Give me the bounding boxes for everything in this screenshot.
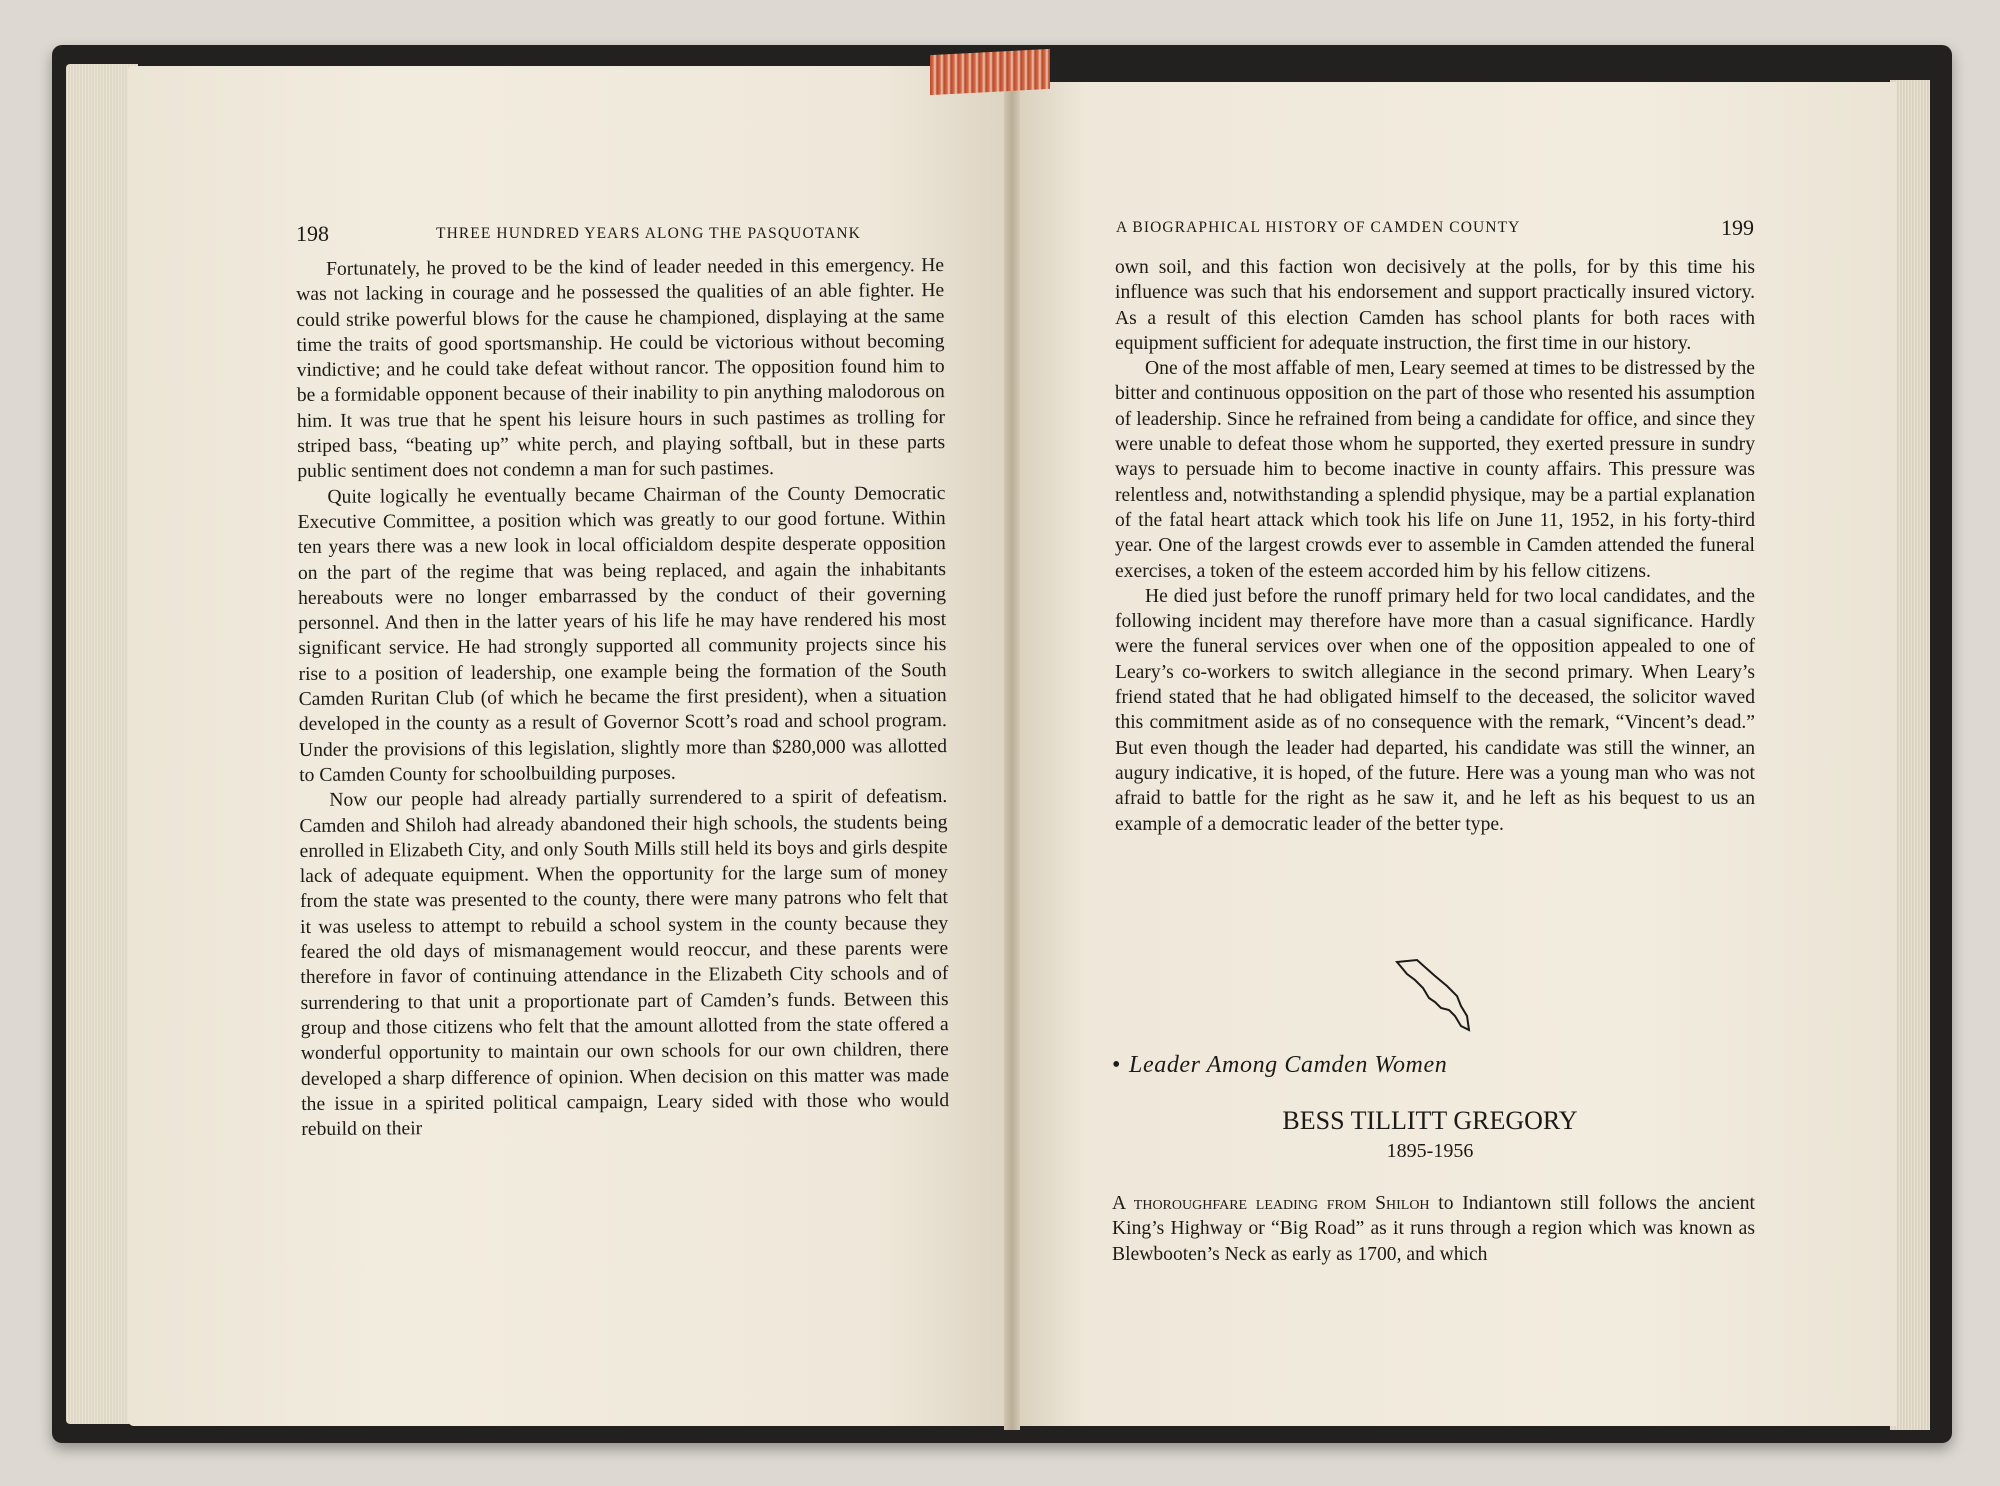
paragraph: One of the most affable of men, Leary seemed at times to be distressed by the bitter and continuous opposition on the part of those who resented his assumption of leadership. Since he refrained from being a candidate for office, and since they were unable to defeat those whom he supported, they exerted pressure in sundry ways to persuade him to become inactive in county affairs. This pressure was relentless and, notwithstanding a splendid physique, may be a partial explanation of the fatal heart attack which took his life on June 11, 1952, in his forty-third year. One of the largest crowds ever to assemble in Camden attended the funeral exercises, a token of the esteem accorded him by his fellow citizens. — [1115, 358, 1755, 582]
right-page-number: 199 — [1721, 215, 1754, 240]
county-map-ornament — [1395, 958, 1475, 1034]
left-page-body — [296, 253, 949, 1142]
right-page-body — [1115, 255, 1755, 837]
headband — [930, 49, 1050, 95]
section-bullet: • — [1112, 1052, 1122, 1078]
biography-lead-in: A thoroughfare leading from Shiloh — [1112, 1193, 1430, 1214]
biography-name: BESS TILLITT GREGORY — [1282, 1106, 1578, 1135]
biography-opening — [1112, 1191, 1755, 1267]
book-gutter — [1004, 70, 1020, 1430]
paragraph: Fortunately, he proved to be the kind of leader needed in this emergency. He was not lacking in courage and he possessed the qualities of an able fighter. He could strike powerful blows for the cause he championed, displaying at the same time the traits of good sportsmanship. He could be victorious without becoming vindictive; and he could take defeat without rancor. The opposition found him to be a formidable opponent because of their inability to pin anything malodorous on him. It was true that he spent his leisure hours in such pastimes as trolling for striped bass, “beating up” white perch, and playing softball, but in these parts public sentiment does not condemn a man for such pastimes. — [296, 255, 946, 483]
right-running-head: A BIOGRAPHICAL HISTORY OF CAMDEN COUNTY — [1116, 219, 1521, 236]
biography-text: to Indiantown still follows the ancient King’s Highway or “Big Road” as it runs through a region which was known as Blewbooten’s Neck as early as 1700, and which — [1112, 1193, 1755, 1265]
section-title-text: Leader Among Camden Women — [1129, 1052, 1448, 1078]
paragraph: Quite logically he eventually became Chairman of the County Democratic Executive Committee, a position which was greatly to our good fortune. Within ten years there was a new look in local officialdom despite desperate opposition on the part of the regime that was being replaced, and again the inhabitants hereabouts were no longer embarrassed by the conduct of their governing personnel. And then in the latter years of his life he may have rendered his most significant service. He had strongly supported all community projects since his rise to a position of leadership, one example being the formation of the South Camden Ruritan Club (of which he became the first president), when a situation developed in the county as a result of Governor Scott’s road and school program. Under the provisions of this legislation, slightly more than $280,000 was allotted to Camden County for schoolbuilding purposes. — [297, 482, 948, 786]
left-running-head: THREE HUNDRED YEARS ALONG THE PASQUOTANK — [436, 225, 861, 242]
page-edges-right — [1890, 80, 1930, 1430]
paragraph: Now our people had already partially surrendered to a spirit of defeatism. Camden and Shiloh had already abandoned their high schools, the students being enrolled in Elizabeth City, and only South Mills still held its boys and girls despite lack of adequate equipment. When the opportunity for the large sum of money from the state was presented to the county, there were many patrons who felt that it was useless to attempt to rebuild a school system in the county because they feared the old days of mismanagement would reoccur, and these parents were therefore in favor of continuing attendance in the Elizabeth City schools and of surrendering to that unit a proportionate part of Camden’s funds. Between this group and those citizens who felt that the amount allotted from the state offered a wonderful opportunity to maintain our own schools for our own children, there developed a sharp difference of opinion. When decision on this matter was made the issue in a spirited political campaign, Leary sided with those who would rebuild on their — [299, 786, 950, 1141]
paragraph: He died just before the runoff primary held for two local candidates, and the following incident may therefore have more than a casual significance. Hardly were the funeral services over when one of the opposition appealed to one of Leary’s co-workers to switch allegiance in the second primary. When Leary’s friend stated that he had obligated himself to the deceased, the solicitor waved this commitment aside as of no consequence with the remark, “Vincent’s dead.” But even though the leader had departed, his candidate was still the winner, an augury indicative, it is hoped, of the future. Here was a young man who was not afraid to battle for the right as he saw it, and he left as his bequest to us an example of a democratic leader of the better type. — [1115, 585, 1755, 835]
biography-dates: 1895-1956 — [1386, 1140, 1474, 1162]
section-title — [1112, 1052, 1447, 1079]
left-page-number: 198 — [296, 221, 329, 246]
paragraph: own soil, and this faction won decisively at the polls, for by this time his influence was such that his endorsement and support practically insured victory. As a result of this election Camden has school plants for both races with equipment sufficient for adequate instruction, the first time in our history. — [1115, 257, 1755, 354]
